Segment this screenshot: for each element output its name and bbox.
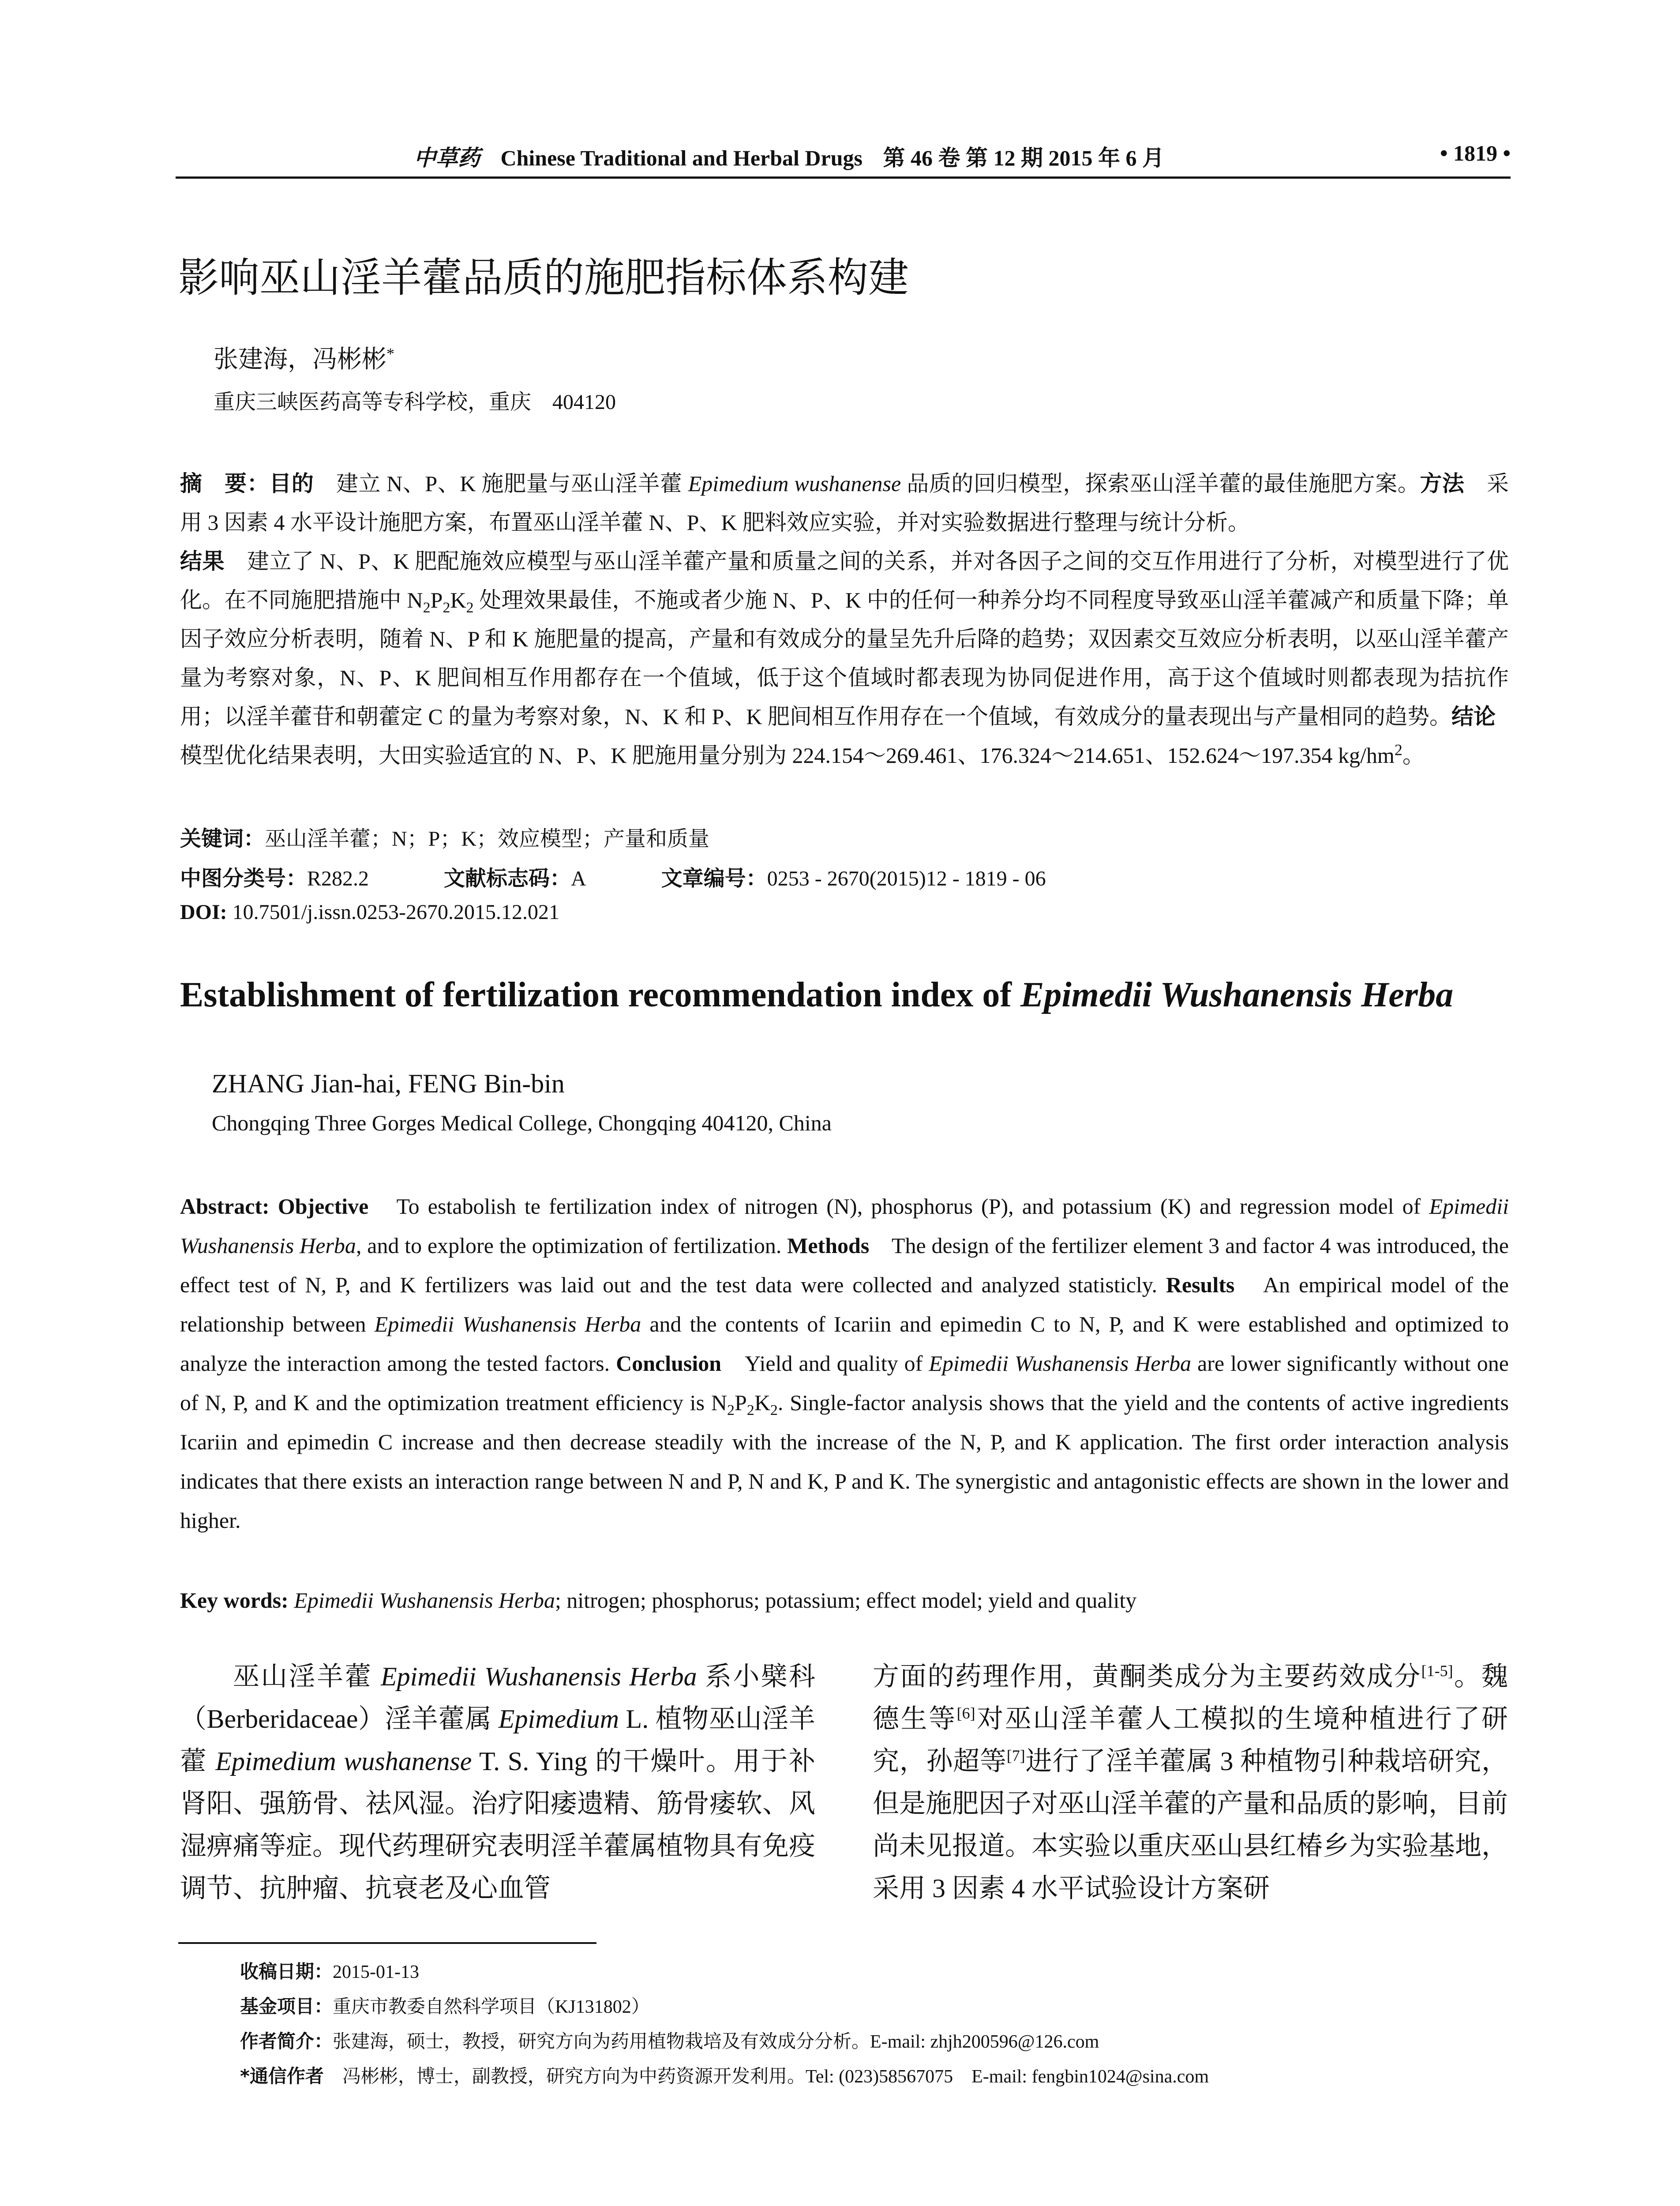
keywords-text-en: ; nitrogen; phosphorus; potassium; effect model; yield and quality (555, 1588, 1137, 1613)
results-text-cn-2: 处理效果最佳，不施或者少施 N、P、K 中的任何一种养分均不同程度导致巫山淫羊藿减产和质量下降；单因子效应分析表明，随着 N、P 和 K 施肥量的提高，产量和有效成分的量呈先升后降的趋势；双因素交互效应分析表明，以巫山淫羊藿产量为考察对象，N、P、K 肥间相互作用都存在一个值域，低于这个值域时都表现为协同促进作用，高于这个值域时则都表现为拮抗作用；以淫羊藿苷和朝藿定 C 的量为考察对象，N、K 和 P、K 肥间相互作用存在一个值域，有效成分的量表现出与产量相同的趋势。 (180, 588, 1509, 729)
body-text: 方面的药理作用，黄酮类成分为主要药效成分 (873, 1662, 1421, 1691)
footnote-label: 收稿日期： (240, 1961, 333, 1982)
citation[interactable]: [1-5] (1421, 1662, 1453, 1680)
author-names-cn: 张建海，冯彬彬 (214, 346, 386, 373)
classification-line (180, 861, 1046, 892)
objective-text-en: To estabolish te fertilization index of nitrogen (N), phosphorus (P), and potassium (K) and regression model of (368, 1194, 1429, 1219)
keywords-en (180, 1587, 1136, 1613)
conclusion-label-cn: 结论 (1451, 704, 1496, 729)
footnote-funding (240, 1989, 1209, 2024)
results-text-en: An empirical model of the relationship between (180, 1272, 1509, 1336)
doc-code-value: A (571, 867, 586, 890)
article-no-label: 文章编号： (661, 866, 767, 891)
footnote-author-bio (240, 2024, 1209, 2059)
citation[interactable]: [6] (956, 1704, 975, 1722)
abstract-label-cn: 摘 要： (180, 471, 270, 496)
authors-cn (214, 340, 394, 375)
issue-info: 第 46 卷 第 12 期 2015 年 6 月 (883, 146, 1164, 170)
species-name: Epimedium wushanense (215, 1747, 472, 1776)
keywords-text-cn: 巫山淫羊藿；N；P；K；效应模型；产量和质量 (265, 827, 710, 851)
objective-text-en-2: , and to explore the optimization of fertilization. (356, 1233, 788, 1258)
body-text: 系小檗科（Berberidaceae）淫羊藿属 (180, 1662, 816, 1733)
body-text: 。魏德生等 (873, 1662, 1508, 1733)
footnote-text[interactable]: 张建海，硕士，教授，研究方向为药用植物栽培及有效成分分析。E-mail: zhjh200596@126.com (333, 2032, 1099, 2052)
body-text: L. 植物巫山淫羊藿 (180, 1704, 815, 1776)
footnote-received (240, 1955, 1209, 1989)
methods-text-en: The design of the fertilizer element 3 and factor 4 was introduced, the effect test of N, P, and K fertilizers was laid out and the test data were collected and analyzed statisticly. (180, 1233, 1509, 1297)
objective-label-cn: 目的 (269, 471, 314, 496)
footnote-text: 2015-01-13 (333, 1962, 419, 1982)
journal-name-en: Chinese Traditional and Herbal Drugs (500, 146, 862, 170)
herb-name: Epimedii Wushanensis Herba (374, 1312, 641, 1336)
title-en-herb: Epimedii Wushanensis Herba (1020, 975, 1454, 1014)
subscript: 2 (423, 600, 431, 616)
title-cn: 影响巫山淫羊藿品质的施肥指标体系构建 (178, 254, 909, 301)
herb-name: Epimedii Wushanensis Herba (180, 1194, 1509, 1258)
subscript: 2 (770, 1402, 778, 1418)
conclusion-text-en-3: . Single-factor analysis shows that the yield and the contents of active ingredients Icariin and epimedin C increase and then decrease steadily with the increase of the N, P, and K application. The first order interaction analysis indicates that there exists an interaction range between N and P, N and K, P and K. The synergistic and antagonistic effects are shown in the lower and higher. (180, 1390, 1509, 1533)
doc-code-label: 文献标志码： (444, 866, 571, 891)
citation[interactable]: [7] (1006, 1747, 1025, 1764)
body-text: 对巫山淫羊藿人工模拟的生境种植进行了研究，孙超等 (873, 1704, 1508, 1776)
affiliation-en: Chongqing Three Gorges Medical College, Chongqing 404120, China (212, 1111, 832, 1135)
doi-value: 10.7501/j.issn.0253-2670.2015.12.021 (232, 900, 560, 924)
formula-k: K (450, 588, 466, 612)
footnotes (240, 1955, 1209, 2094)
doi-line (180, 900, 559, 924)
unit-superscript: 2 (1394, 741, 1402, 759)
clc-label: 中图分类号： (180, 866, 308, 891)
running-header (176, 140, 1511, 171)
objective-text-cn-2: 品质的回归模型，探索巫山淫羊藿的最佳施肥方案。 (901, 471, 1420, 496)
abstract-en (180, 1187, 1509, 1540)
abstract-end: 。 (1402, 743, 1425, 768)
body-column-left (180, 1655, 815, 1910)
results-text-cn: 建立了 N、P、K 肥配施效应模型与巫山淫羊藿产量和质量之间的关系，并对各因子之间的交互作用进行了分析，对模型进行了优化。在不同施肥措施中 N (180, 549, 1509, 612)
footnote-label: 基金项目： (240, 1996, 333, 2017)
objective-text-cn: 建立 N、P、K 施肥量与巫山淫羊藿 (314, 471, 688, 496)
clc-value: R282.2 (307, 867, 369, 890)
doi-label: DOI: (180, 900, 232, 924)
article-no-value: 0253 - 2670(2015)12 - 1819 - 06 (767, 867, 1046, 890)
subscript: 2 (727, 1402, 735, 1418)
footnote-correspondence (240, 2059, 1209, 2094)
methods-label-cn: 方法 (1420, 471, 1465, 496)
results-label-en: Results (1166, 1272, 1235, 1297)
results-label-cn: 结果 (180, 548, 225, 574)
body-column-right (873, 1655, 1508, 1910)
keywords-label-en: Key words: (180, 1588, 294, 1613)
conclusion-text-cn: 模型优化结果表明，大田实验适宜的 N、P、K 肥施用量分别为 224.154～269.461、176.324～214.651、152.624～197.354 kg/hm (180, 704, 1518, 768)
formula-p: P (430, 588, 443, 612)
journal-name-cn: 中草药 (414, 146, 480, 170)
page-number: • 1819 • (1440, 141, 1511, 165)
body-text: T. S. Ying 的干燥叶。用于补肾阳、强筋骨、祛风湿。治疗阳痿遗精、筋骨痿软、风湿痹痛等症。现代药理研究表明淫羊藿属植物具有免疫调节、抗肿瘤、抗衰老及心血管 (180, 1747, 816, 1903)
genus-name: Epimedium (498, 1704, 619, 1733)
abstract-cn (180, 464, 1518, 808)
keywords-label-cn: 关键词： (180, 826, 265, 851)
species-name: Epimedium wushanense (688, 471, 901, 496)
subscript: 2 (746, 1402, 754, 1418)
methods-text-cn: 采用 3 因素 4 水平设计施肥方案，布置巫山淫羊藿 N、P、K 肥料效应实验，并对实验数据进行整理与统计分析。 (180, 471, 1509, 535)
header-rule (176, 176, 1511, 179)
subscript: 2 (466, 600, 474, 616)
conclusion-label-en: Conclusion (616, 1351, 722, 1376)
herb-name: Epimedii Wushanensis Herba (381, 1662, 697, 1691)
keywords-cn (180, 822, 709, 852)
footnote-rule (178, 1942, 596, 1944)
footnote-text[interactable]: 冯彬彬，博士，副教授，研究方向为中药资源开发利用。Tel: (023)58567075 E-mail: fengbin1024@sina.com (323, 2067, 1209, 2087)
subscript: 2 (442, 600, 450, 616)
conclusion-text-en-2: are lower significantly without one of N, P, and K and the optimization treatment efficiency is N (180, 1351, 1509, 1415)
title-en (180, 975, 1453, 1015)
footnote-label: *通信作者 (240, 2065, 324, 2087)
herb-name: Epimedii Wushanensis Herba (929, 1351, 1192, 1376)
body-text: 进行了淫羊藿属 3 种植物引种栽培研究，但是施肥因子对巫山淫羊藿的产量和品质的影响，目前尚未见报道。本实验以重庆巫山县红椿乡为实验基地，采用 3 因素 4 水平试验设计方案研 (873, 1747, 1508, 1903)
abstract-label-en: Abstract: Objective (180, 1194, 369, 1219)
formula-k: K (754, 1390, 770, 1415)
authors-en: ZHANG Jian-hai, FENG Bin-bin (212, 1069, 565, 1098)
conclusion-text-en: Yield and quality of (721, 1351, 929, 1376)
results-text-en-2: and the contents of Icariin and epimedin C to N, P, and K were established and optimized to analyze the interaction among the tested factors. (180, 1312, 1509, 1376)
title-en-main: Establishment of fertilization recommendation index of (180, 975, 1021, 1014)
body-text: 巫山淫羊藿 (233, 1662, 381, 1691)
corresponding-mark: * (386, 345, 394, 363)
methods-label-en: Methods (787, 1233, 870, 1258)
affiliation-cn: 重庆三峡医药高等专科学校，重庆 404120 (214, 390, 616, 414)
keywords-herb: Epimedii Wushanensis Herba (294, 1588, 555, 1613)
footnote-text: 重庆市教委自然科学项目（KJ131802） (333, 1997, 650, 2017)
formula-p: P (735, 1390, 747, 1415)
footnote-label: 作者简介： (240, 2030, 333, 2052)
